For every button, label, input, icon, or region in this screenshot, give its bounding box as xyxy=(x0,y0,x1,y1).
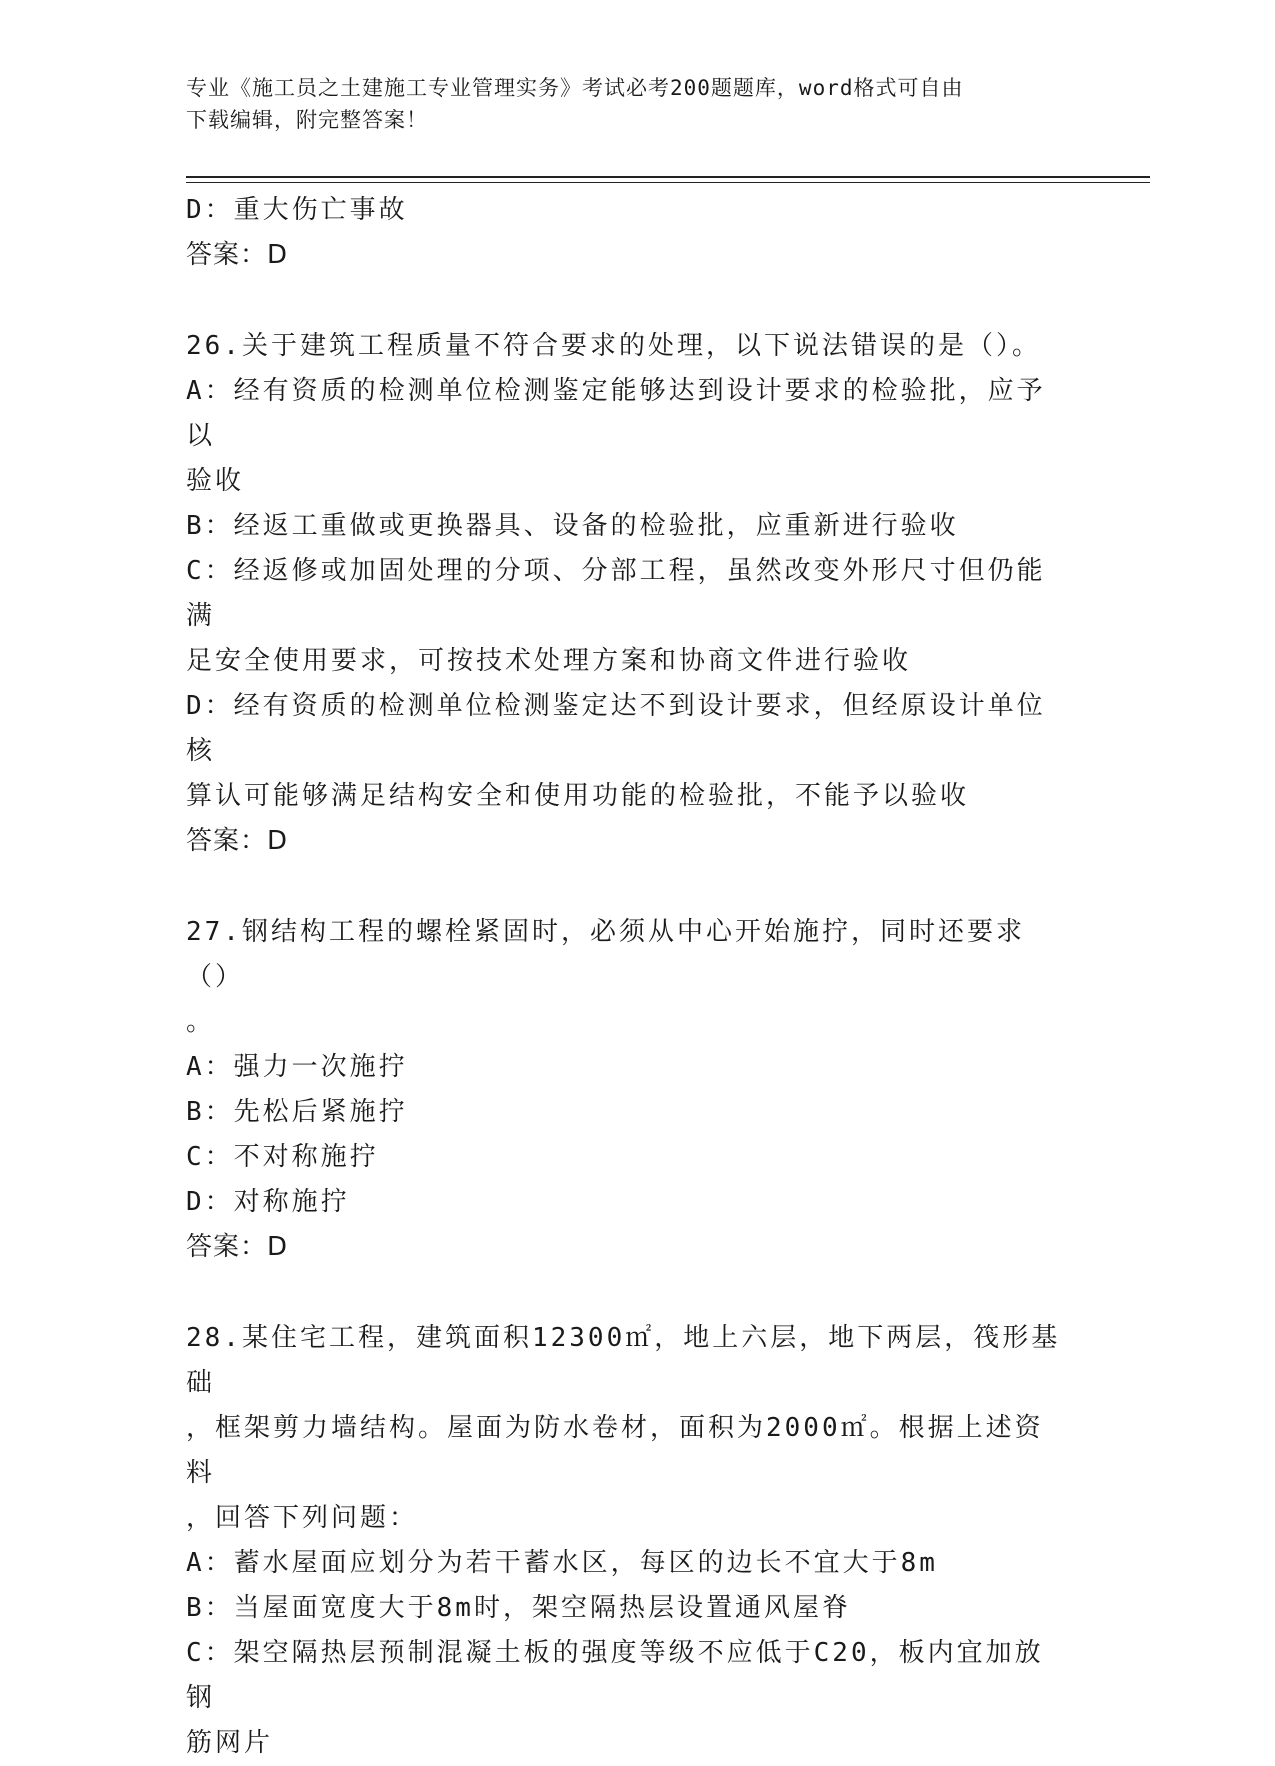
option-c: C：不对称施拧 xyxy=(186,1142,379,1172)
option-c-cont: 足安全使用要求，可按技术处理方案和协商文件进行验收 xyxy=(186,646,912,676)
header-line-2: 下载编辑，附完整答案！ xyxy=(186,108,428,132)
option-c-cont: 筋网片 xyxy=(186,1728,274,1758)
option-d: D：重大伤亡事故 xyxy=(186,195,408,225)
option-b: B：经返工重做或更换器具、设备的检验批，应重新进行验收 xyxy=(186,511,959,541)
question-stem: 27.钢结构工程的螺栓紧固时，必须从中心开始施拧，同时还要求（） xyxy=(186,917,1025,992)
header-rule-thin xyxy=(186,182,1150,183)
option-d-cont: 算认可能够满足结构安全和使用功能的检验批，不能予以验收 xyxy=(186,781,970,811)
option-b: B：当屋面宽度大于8m时，架空隔热层设置通风屋脊 xyxy=(186,1593,851,1623)
option-a: A：经有资质的检测单位检测鉴定能够达到设计要求的检验批，应予以 xyxy=(186,376,1046,451)
option-d: D：经有资质的检测单位检测鉴定达不到设计要求，但经原设计单位核 xyxy=(186,691,1046,766)
header-line-1: 专业《施工员之土建施工专业管理实务》考试必考200题题库，word格式可自由 xyxy=(186,76,964,100)
document-body xyxy=(186,188,1066,1766)
answer: 答案：D xyxy=(186,826,289,856)
answer: 答案：D xyxy=(186,1232,289,1262)
spacer xyxy=(186,864,1066,910)
answer: 答案：D xyxy=(186,240,289,270)
spacer xyxy=(186,1270,1066,1316)
option-c: C：经返修或加固处理的分项、分部工程，虽然改变外形尺寸但仍能满 xyxy=(186,556,1046,631)
previous-question-tail xyxy=(186,188,1066,278)
option-a: A：强力一次施拧 xyxy=(186,1052,408,1082)
option-a-cont: 验收 xyxy=(186,466,245,496)
document-header xyxy=(186,72,1066,136)
question-27 xyxy=(186,910,1066,1270)
question-stem-cont: ，框架剪力墙结构。屋面为防水卷材，面积为2000㎡。根据上述资料 xyxy=(186,1413,1044,1488)
option-c: C：架空隔热层预制混凝土板的强度等级不应低于C20，板内宜加放钢 xyxy=(186,1638,1044,1713)
option-d: D：对称施拧 xyxy=(186,1187,350,1217)
question-stem-cont: ，回答下列问题： xyxy=(186,1503,419,1533)
question-28 xyxy=(186,1316,1066,1766)
question-26 xyxy=(186,324,1066,864)
header-rule-thick xyxy=(186,176,1150,178)
option-a: A：蓄水屋面应划分为若干蓄水区，每区的边长不宜大于8m xyxy=(186,1548,938,1578)
spacer xyxy=(186,278,1066,324)
question-stem: 26.关于建筑工程质量不符合要求的处理，以下说法错误的是（）。 xyxy=(186,331,1041,361)
question-stem: 28.某住宅工程，建筑面积12300㎡，地上六层，地下两层，筏形基础 xyxy=(186,1323,1061,1398)
option-b: B：先松后紧施拧 xyxy=(186,1097,408,1127)
question-stem-cont: 。 xyxy=(186,1007,216,1037)
